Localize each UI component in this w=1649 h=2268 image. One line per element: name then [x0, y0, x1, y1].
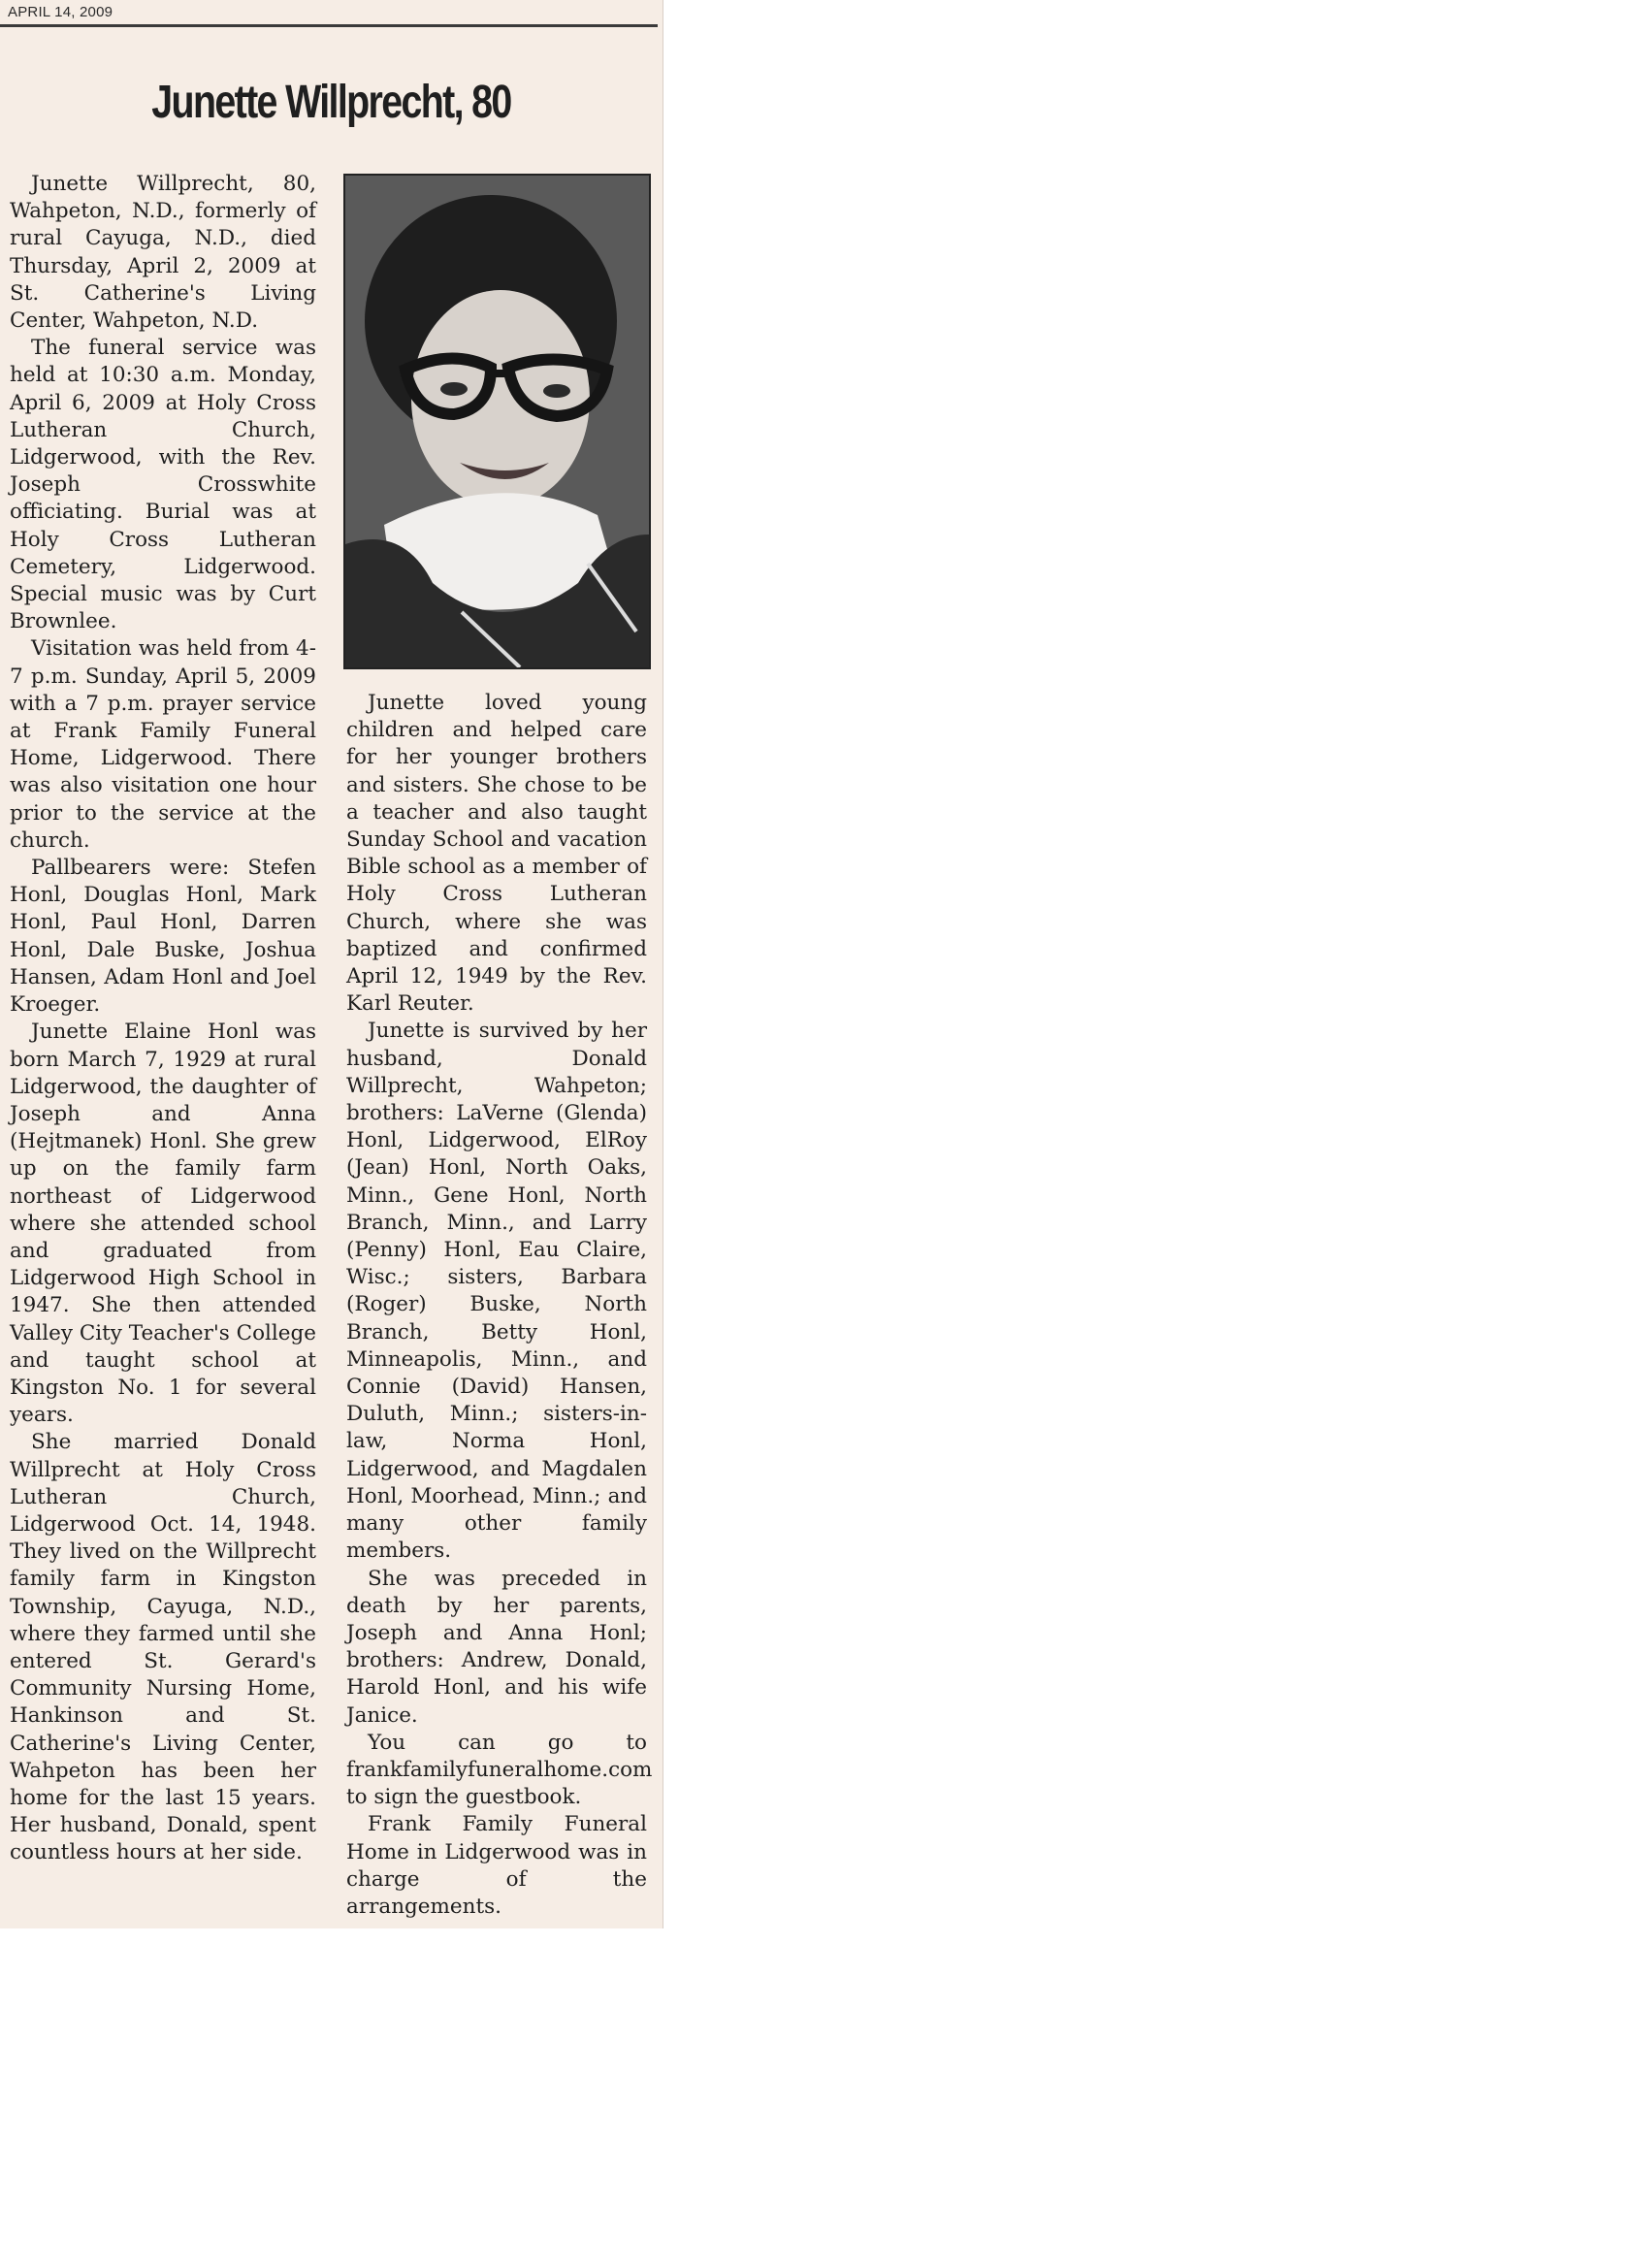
paragraph: Frank Family Funeral Home in Lidgerwood was in charge of the arrangements. [346, 1812, 647, 1919]
paragraph: Junette is survived by her husband, Donald Willprecht, Wahpeton; brothers: LaVerne (Glenda) Honl, Lidgerwood, ElRoy (Jean) Honl, North Oaks, Minn., Gene Honl, North Branch, Minn., and Larry (Penny) Honl, Eau Claire, Wisc.; sisters, Barbara (Roger) Buske, North Branch, Betty Honl, Minneapolis, Minn., and Connie (David) Hansen, Duluth, Minn.; sisters-in-law, Norma Honl, Lidgerwood, and Magdalen Honl, Moorhead, Minn.; and many other family members. [346, 1019, 647, 1564]
portrait-photo [343, 174, 651, 669]
newspaper-clipping [0, 0, 663, 1928]
header-rule [0, 24, 658, 27]
paragraph: Visitation was held from 4-7 p.m. Sunday, April 5, 2009 with a 7 p.m. prayer service at Frank Family Funeral Home, Lidgerwood. There was also visitation one hour prior to the service at the church. [10, 636, 316, 853]
column-1 [10, 171, 316, 1867]
paragraph: Pallbearers were: Stefen Honl, Douglas Honl, Mark Honl, Paul Honl, Darren Honl, Dale Buske, Joshua Hansen, Adam Honl and Joel Kroeger. [10, 856, 316, 1018]
portrait-photo-icon [345, 176, 649, 667]
paragraph: You can go to frankfamilyfuneralhome.com to sign the guestbook. [346, 1730, 653, 1810]
paragraph: Junette loved young children and helped care for her younger brothers and sisters. She chose to be a teacher and also taught Sunday School and vacation Bible school as a member of Holy Cross Lutheran Church, where she was baptized and confirmed April 12, 1949 by the Rev. Karl Reuter. [346, 691, 647, 1017]
paragraph: She was preceded in death by her parents, Joseph and Anna Honl; brothers: Andrew, Donald, Harold Honl, and his wife Janice. [346, 1566, 647, 1728]
column-2 [346, 690, 653, 1921]
dateline: APRIL 14, 2009 [8, 4, 113, 20]
headline: Junette Willprecht, 80 [151, 77, 511, 128]
paragraph: Junette Elaine Honl was born March 7, 1929 at rural Lidgerwood, the daughter of Joseph and Anna (Hejtmanek) Honl. She grew up on the family farm northeast of Lidgerwood where she attended school and graduated from Lidgerwood High School in 1947. She then attended Valley City Teacher's College and taught school at Kingston No. 1 for several years. [10, 1020, 317, 1428]
paragraph: Junette Willprecht, 80, Wahpeton, N.D., formerly of rural Cayuga, N.D., died Thursday, April 2, 2009 at St. Catherine's Living Center, Wahpeton, N.D. [10, 172, 316, 334]
paragraph: The funeral service was held at 10:30 a.m. Monday, April 6, 2009 at Holy Cross Lutheran Church, Lidgerwood, with the Rev. Joseph Crosswhite officiating. Burial was at Holy Cross Lutheran Cemetery, Lidgerwood. Special music was by Curt Brownlee. [10, 336, 316, 634]
paragraph: She married Donald Willprecht at Holy Cross Lutheran Church, Lidgerwood Oct. 14, 1948. They lived on the Willprecht family farm in Kingston Township, Cayuga, N.D., where they farmed until she entered St. Gerard's Community Nursing Home, Hankinson and St. Catherine's Living Center, Wahpeton has been her home for the last 15 years. Her husband, Donald, spent countless hours at her side. [10, 1430, 316, 1865]
